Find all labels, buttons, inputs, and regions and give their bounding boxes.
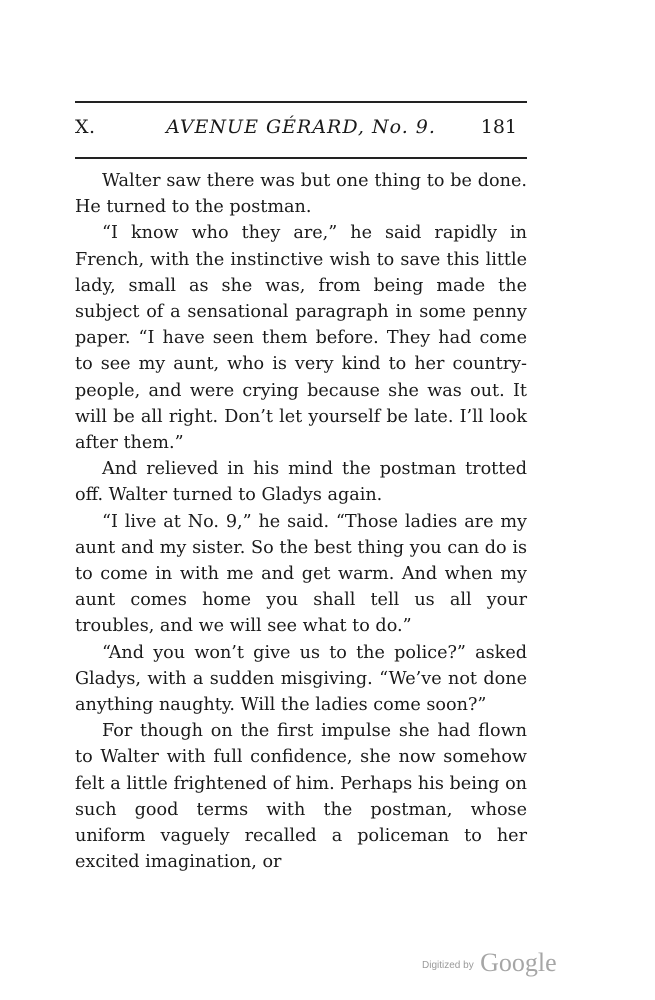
watermark-prefix: Digitized by xyxy=(422,960,474,971)
paragraph: And relieved in his mind the postman trotted off. Walter turned to Gladys again. xyxy=(75,459,527,506)
google-logo: Google xyxy=(480,948,557,977)
paragraph: “And you won’t give us to the police?” asked Gladys, with a sudden misgiving. “We’ve not done anything naughty. Will the ladies come soon?” xyxy=(75,642,527,716)
paragraph: Walter saw there was but one thing to be done. He turned to the postman. xyxy=(75,171,527,218)
paragraph: “I live at No. 9,” he said. “Those ladies are my aunt and my sister. So the best thing you can do is to come in with me and get warm. And when my aunt comes home you shall tell us all your troubles, and we will see what to do.” xyxy=(75,511,527,637)
header-rule-bottom xyxy=(75,157,527,159)
body-text xyxy=(75,168,527,875)
paragraph: “I know who they are,” he said rapidly in French, with the instinctive wish to save this little lady, small as she was, from being made the subject of a sensational paragraph in some penny paper. “I have seen them before. They had come to see my aunt, who is very kind to her country-people, and were crying because she was out. It will be all right. Don’t let yourself be late. I’ll look after them.” xyxy=(75,223,527,454)
header-rule-top xyxy=(75,101,527,103)
running-title: AVENUE GÉRARD, No. 9. xyxy=(166,116,436,138)
paragraph: For though on the first impulse she had flown to Walter with full confidence, she now somehow felt a little frightened of him. Perhaps his being on such good terms with the postman, whose uniform vaguely recalled a policeman to her excited imagination, or xyxy=(75,721,527,873)
chapter-number: X. xyxy=(75,116,96,138)
digitized-watermark xyxy=(422,948,557,978)
running-header xyxy=(75,116,527,144)
page-number: 181 xyxy=(480,116,517,138)
